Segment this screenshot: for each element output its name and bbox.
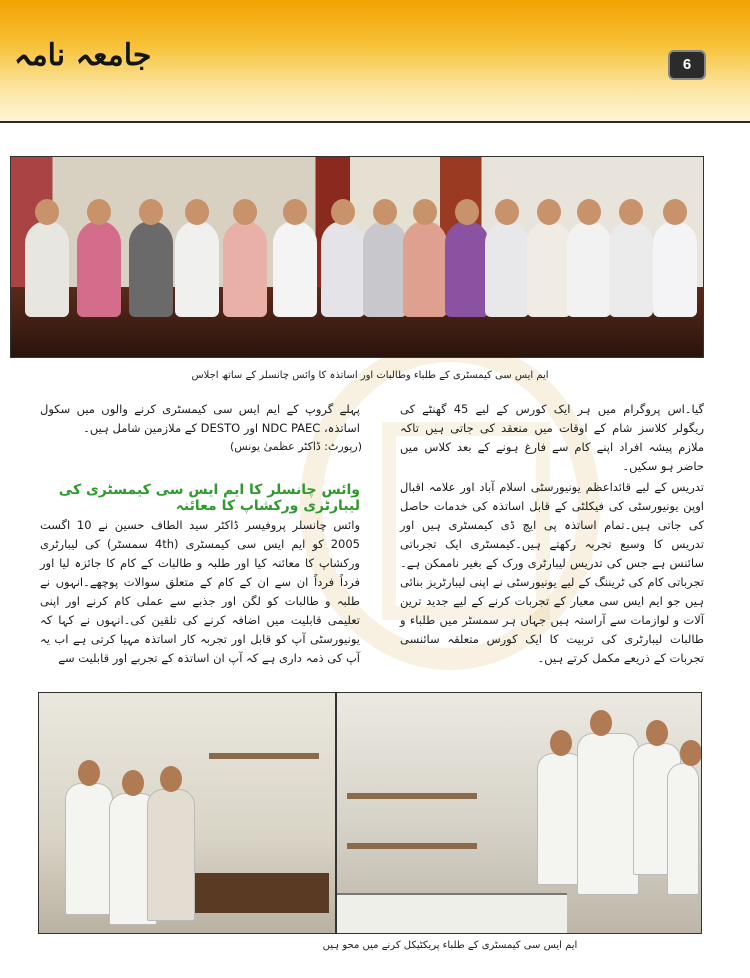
lab-photo-left [38,692,336,934]
attendee-figure [321,221,365,317]
attendee-figure [223,221,267,317]
bottom-photo-caption: ایم ایس سی کیمسٹری کے طلباء پریکٹیکل کرنے میں محو ہیں [322,940,578,951]
top-photo-caption: ایم ایس سی کیمسٹری کے طلباء وطالبات اور اساتذہ کا وائس چانسلر کے ساتھ اجلاس [191,370,549,381]
attendee-figure [527,221,571,317]
attendee-figure [175,221,219,317]
left-body-text: وائس چانسلر پروفیسر ڈاکٹر سید الطاف حسین نے 10 اگست 2005 کو ایم ایس سی کیمسٹری (4th سمسٹر) کی لیبارٹری ورکشاپ کا معائنہ کیا اور طلبہ و طالبات کے کام کا جائزہ لیا اور فرداً فرداً ان سے ان کے کام کے متعلق سوالات پوچھے۔انہوں نے طلبہ و طالبات کو لگن اور جذبے سے عملی کام کرنے اور اپنی تعلیمی قابلیت میں اضافہ کرنے کی تلقین کی۔انہوں نے کہا کہ یونیورسٹی آپ کو قابل اور تجربہ کار اساتذہ مہیا کرتی ہے اب یہ آپ کی ذمہ داری ہے کہ آپ ان اساتذہ کے تجربے اور قابلیت سے [40,518,360,665]
attendee-figure [25,221,69,317]
paragraph: گیا۔اس پروگرام میں ہر ایک کورس کے لیے 45 گھنٹے کی ریگولر کلاسز شام کے اوقات میں منعقد کی جاتی ہیں تاکہ ملازم پیشہ افراد اپنے کام سے فارغ ہونے کے بعد کلاس میں حاضر ہو سکیں۔ [400,402,704,473]
right-text-column [400,400,704,668]
page-number-badge: 6 [668,50,706,80]
lab-shelf [347,843,477,849]
lab-photo-right [336,692,702,934]
attendee-figure [445,221,489,317]
attendee-figure [363,221,407,317]
report-credit: (رپورٹ: ڈاکٹر عظمیٰ یونس) [229,440,362,453]
left-intro-text: پہلے گروپ کے ایم ایس سی کیمسٹری کرنے والوں میں سکول اساتذہ، NDC PAEC اور DESTO کے ملازمین شامل ہیں۔ [40,402,360,435]
lab-shelf [347,793,477,799]
attendee-figure [273,221,317,317]
student-figure [147,789,195,921]
student-figure [667,763,699,895]
lab-shelf [209,753,319,759]
attendee-figure [567,221,611,317]
attendee-figure [485,221,529,317]
attendee-figure [653,221,697,317]
paragraph: تدریس کے لیے قائداعظم یونیورسٹی اسلام آباد اور علامہ اقبال اوپن یونیورسٹی کی فیکلٹی کے قابل اساتذہ کی خدمات حاصل کی جاتی ہیں۔تمام اساتذہ پی ایچ ڈی کیمسٹری ہیں اور تدریس کا وسیع تجربہ رکھتے ہیں۔کیمسٹری ایک تجرباتی سائنس ہے جس کی تدریس لیبارٹری ورک کے بغیر ناممکن ہے۔تجرباتی کام کی ٹریننگ کے لیے یونیورسٹی نے اپنی لیبارٹریز بنائی ہیں جو ایم ایس سی معیار کے تجربات کرنے کے لیے جدید ترین آلات و لوازمات سے آراستہ ہیں جہاں ہر سمسٹر میں طلباء و طالبات لیبارٹری کی تربیت کا ایک کورس متعلقہ سائنسی تجربات کے ذریعے مکمل کرتے ہیں۔ [400,480,704,665]
attendee-figure [129,221,173,317]
attendee-figure [609,221,653,317]
article-subheading: وائس چانسلر کا ایم ایس سی کیمسٹری کی لیبارٹری ورکشاپ کا معائنہ [58,482,360,514]
lab-bench [337,893,567,934]
attendee-figure [403,221,447,317]
attendee-figure [77,221,121,317]
masthead-title: جامعہ نامہ [14,38,152,73]
student-figure [577,733,639,895]
meeting-photo [10,156,704,358]
student-figure [65,783,113,915]
header-rule [0,121,750,123]
